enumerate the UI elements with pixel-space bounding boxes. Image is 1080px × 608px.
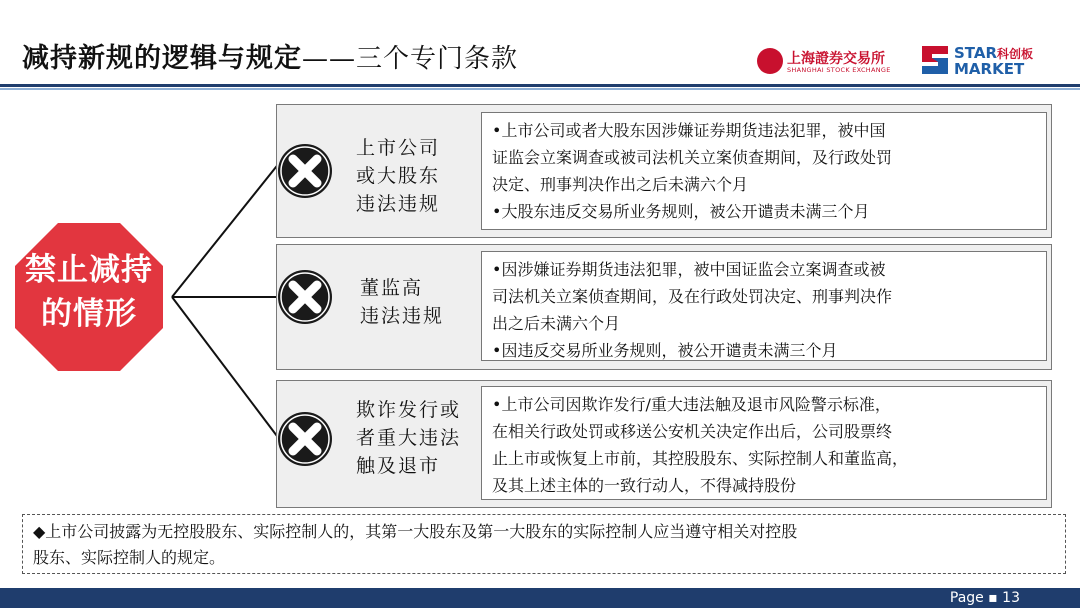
star-logo-cn: 科创板 xyxy=(997,47,1034,61)
row-1-label-line: 违法违规 xyxy=(356,193,441,215)
row-label-2 xyxy=(360,274,444,330)
title-sub: ——三个专门条款 xyxy=(302,44,519,74)
row-2-desc-line: 司法机关立案侦查期间，及在行政处罚决定、刑事判决作 xyxy=(492,287,893,306)
row-2-desc-line: 出之后未满六个月 xyxy=(492,314,621,333)
prohibited-situations-label xyxy=(14,248,164,336)
sse-logo-en: SHANGHAI STOCK EXCHANGE xyxy=(787,66,891,74)
sse-logo-cn: 上海證券交易所 xyxy=(787,51,885,67)
title-main: 减持新规的逻辑与规定 xyxy=(22,43,302,74)
row-description-2 xyxy=(481,251,1047,361)
star-logo-star-text: STAR xyxy=(954,44,998,62)
row-3-desc-line: 止上市或恢复上市前，其控股股东、实际控制人和董监高， xyxy=(492,449,909,468)
row-1-desc-line: •上市公司或者大股东因涉嫌证券期货违法犯罪，被中国 xyxy=(492,121,886,140)
footnote-box xyxy=(22,514,1066,574)
center-line-2: 的情形 xyxy=(41,296,137,332)
row-3-label-line: 欺诈发行或 xyxy=(356,399,462,421)
row-3-desc-line: 在相关行政处罚或移送公安机关决定作出后，公司股票终 xyxy=(492,422,893,441)
row-3-label-line: 者重大违法 xyxy=(356,427,462,449)
row-label-1 xyxy=(356,134,440,218)
row-description-3 xyxy=(481,386,1047,500)
row-2-desc-line: •因违反交易所业务规则，被公开谴责未满三个月 xyxy=(492,341,838,360)
row-description-1 xyxy=(481,112,1047,230)
footer-bar xyxy=(0,588,1080,608)
row-2-desc-line: •因涉嫌证券期货违法犯罪，被中国证监会立案调查或被 xyxy=(492,260,886,279)
row-1-label-line: 上市公司 xyxy=(356,137,441,159)
row-1-label-line: 或大股东 xyxy=(356,165,441,187)
center-line-1: 禁止减持 xyxy=(25,252,153,288)
footnote-line-2: 股东、实际控制人的规定。 xyxy=(33,548,226,567)
row-1-desc-line: 决定、刑事判决作出之后未满六个月 xyxy=(492,175,749,194)
row-1-desc-line: •大股东违反交易所业务规则，被公开谴责未满三个月 xyxy=(492,202,870,221)
row-2-label-line: 违法违规 xyxy=(360,305,445,327)
row-1-desc-line: 证监会立案调查或被司法机关立案侦查期间，及行政处罚 xyxy=(492,148,893,167)
star-logo-bottom: MARKET xyxy=(954,60,1025,78)
x-circle-icon xyxy=(276,142,334,200)
x-circle-icon xyxy=(276,410,334,468)
row-label-3 xyxy=(356,396,461,480)
row-3-desc-line: •上市公司因欺诈发行/重大违法触及退市风险警示标准， xyxy=(492,395,891,414)
row-3-label-line: 触及退市 xyxy=(356,455,441,477)
row-3-desc-line: 及其上述主体的一致行动人，不得减持股份 xyxy=(492,476,797,495)
row-2-label-line: 董监高 xyxy=(360,277,424,299)
x-circle-icon xyxy=(276,268,334,326)
footnote-line-1: ◆上市公司披露为无控股股东、实际控制人的，其第一大股东及第一大股东的实际控制人应当遵守相关对控股 xyxy=(33,522,798,541)
page-number: Page ▪ 13 xyxy=(949,590,1020,606)
